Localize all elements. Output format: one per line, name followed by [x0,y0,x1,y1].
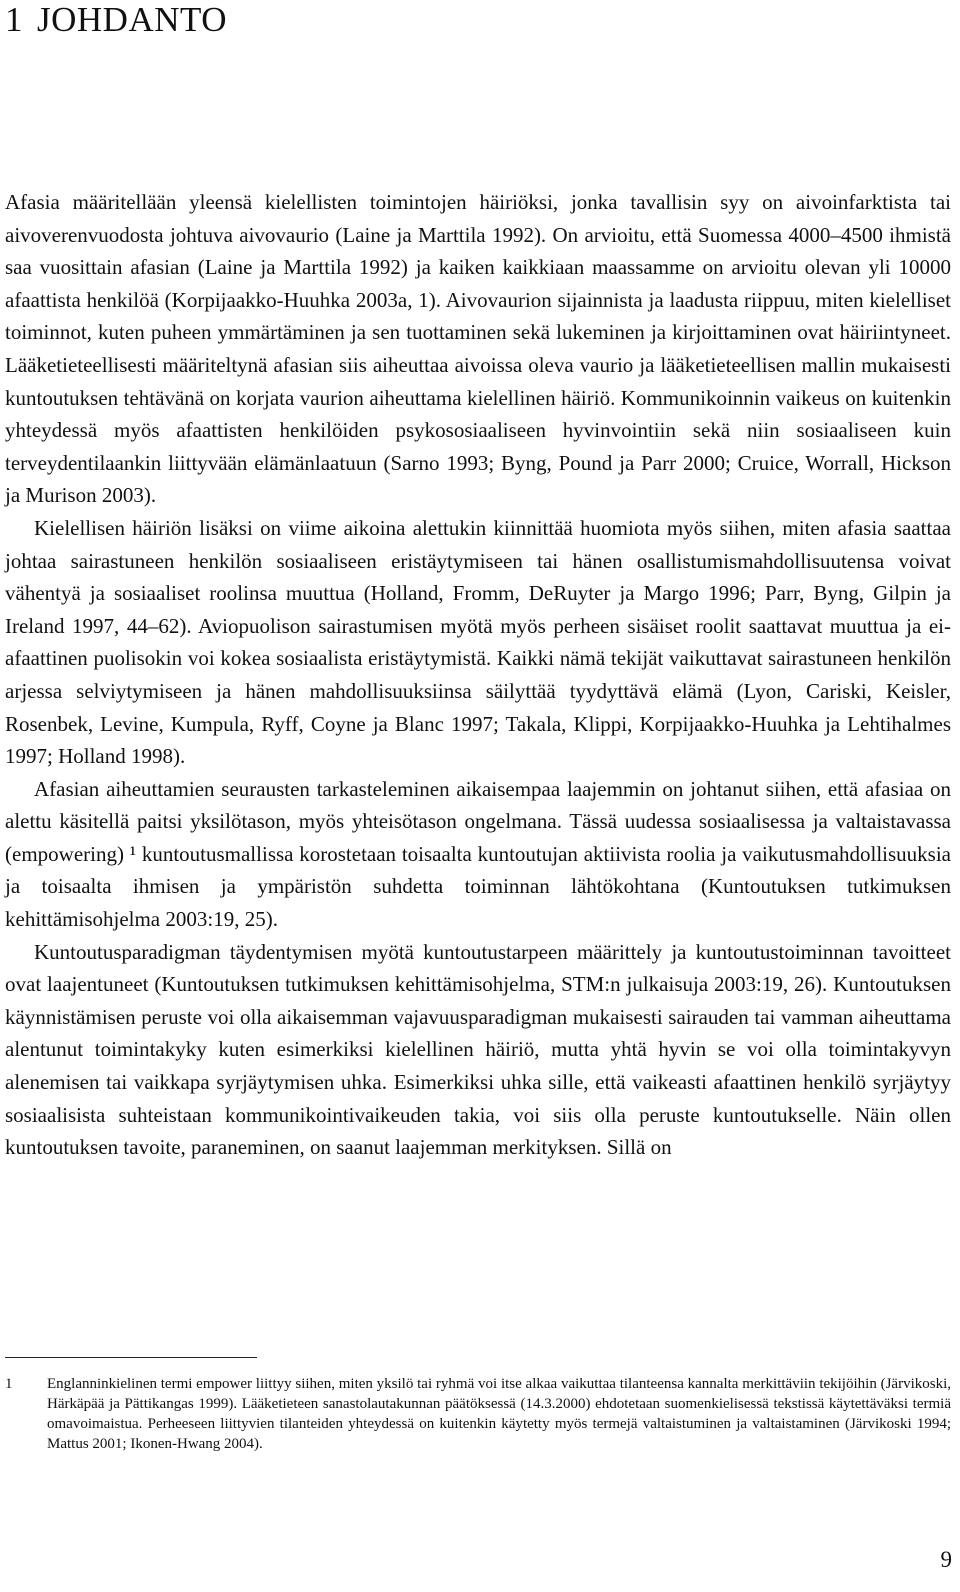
page-number: 9 [940,1547,952,1572]
paragraph-4: Kuntoutusparadigman täydentymisen myötä kuntoutustarpeen määrittely ja kuntoutustoiminnan tavoitteet ovat laajentuneet (Kuntoutuksen tutkimuksen kehittämisohjelma, STM:n julkaisuja 2003:19, 26). Kuntoutuksen käynnistämisen peruste voi olla aikaisemman vajavuusparadigman mukaisesti sairauden tai vamman aiheuttama alentunut toimintakyky kuten esimerkiksi kielellinen häiriö, mutta yhtä hyvin se voi olla toimintakyvyn alenemisen tai vaikkapa syrjäytymisen uhka. Esimerkiksi uhka sille, että vaikeasti afaattinen henkilö syrjäytyy sosiaalisista suhteistaan kommunikointivaikeuden takia, voi siis olla peruste kuntoutukselle. Näin ollen kuntoutuksen tavoite, paraneminen, on saanut laajemman merkityksen. Sillä on [5,939,951,1160]
chapter-number: 1 [5,0,23,39]
footnote-text: Englanninkielinen termi empower liittyy siihen, miten yksilö tai ryhmä voi itse alkaa vaikuttaa tilanteensa kannalta merkittäviin tekijöihin (Järvikoski, Härkäpää ja Pättikangas 1999). Lääketieteen sanastolautakunnan päätöksessä (14.3.2000) ehdotetaan suomenkielisessä tekstissä käytettäväksi termiä omavoimaistua. Perheeseen liittyvien tilanteiden yhteydessä on kuitenkin käytetty myös termejä valtaistuminen ja valtaistaminen (Järvikoski 1994; Mattus 2001; Ikonen-Hwang 2004). [47,1376,951,1452]
footnote-separator [5,1357,257,1358]
paragraph-2: Kielellisen häiriön lisäksi on viime aikoina alettukin kiinnittää huomiota myös siihen, miten afasia saattaa johtaa sairastuneen henkilön sosiaaliseen eristäytymiseen tai hänen osallistumismahdollisuutensa voivat vähentyä ja sosiaaliset roolinsa muuttua (Holland, Fromm, DeRuyter ja Margo 1996; Parr, Byng, Gilpin ja Ireland 1997, 44–62). Aviopuolison sairastumisen myötä myös perheen sisäiset roolit saattavat muuttua ja ei-afaattinen puolisokin voi kokea sosiaalista eristäytymistä. Kaikki nämä tekijät vaikuttavat sairastuneen henkilön arjessa selviytymiseen ja hänen mahdollisuuksiinsa säilyttää tyydyttävä elämä (Lyon, Cariski, Keisler, Rosenbek, Levine, Kumpula, Ryff, Coyne ja Blanc 1997; Takala, Klippi, Korpijaakko-Huuhka ja Lehtihalmes 1997; Holland 1998). [5,515,951,769]
body-text [5,186,951,1164]
footnote [5,1374,951,1454]
chapter-heading [5,0,227,40]
paragraph-3: Afasian aiheuttamien seurausten tarkasteleminen aikaisempaa laajemmin on johtanut siihen, että afasiaa on alettu käsitellä paitsi yksilötason, myös yhteisötason ongelmana. Tässä uudessa sosiaalisessa ja valtaistavassa (empowering) ¹ kuntoutusmallissa korostetaan toisaalta kuntoutujan aktiivista roolia ja vaikutusmahdollisuuksia ja toisaalta ihmisen ja ympäristön suhdetta toiminnan lähtökohtana (Kuntoutuksen tutkimuksen kehittämisohjelma 2003:19, 25). [5,776,951,932]
paragraph-1: Afasia määritellään yleensä kielellisten toimintojen häiriöksi, jonka tavallisin syy on aivoinfarktista tai aivoverenvuodosta johtuva aivovaurio (Laine ja Marttila 1992). On arvioitu, että Suomessa 4000–4500 ihmistä saa vuosittain afasian (Laine ja Marttila 1992) ja kaiken kaikkiaan maassamme on arvioitu olevan yli 10000 afaattista henkilöä (Korpijaakko-Huuhka 2003a, 1). Aivovaurion sijainnista ja laadusta riippuu, miten kielelliset toiminnot, kuten puheen ymmärtäminen ja sen tuottaminen sekä lukeminen ja kirjoittaminen ovat häiriintyneet. Lääketieteellisesti määriteltynä afasian siis aiheuttaa aivoissa oleva vaurio ja lääketieteellisen mallin mukaisesti kuntoutuksen tehtävänä on korjata vaurion aiheuttama kielellinen häiriö. Kommunikoinnin vaikeus on kuitenkin yhteydessä myös afaattisten henkilöiden psykososiaaliseen hyvinvointiin sekä niin sosiaaliseen kuin terveydentilaankin liittyvään elämänlaatuun (Sarno 1993; Byng, Pound ja Parr 2000; Cruice, Worrall, Hickson ja Murison 2003). [5,190,951,508]
chapter-title: JOHDANTO [37,0,228,39]
footnote-number: 1 [5,1376,13,1392]
